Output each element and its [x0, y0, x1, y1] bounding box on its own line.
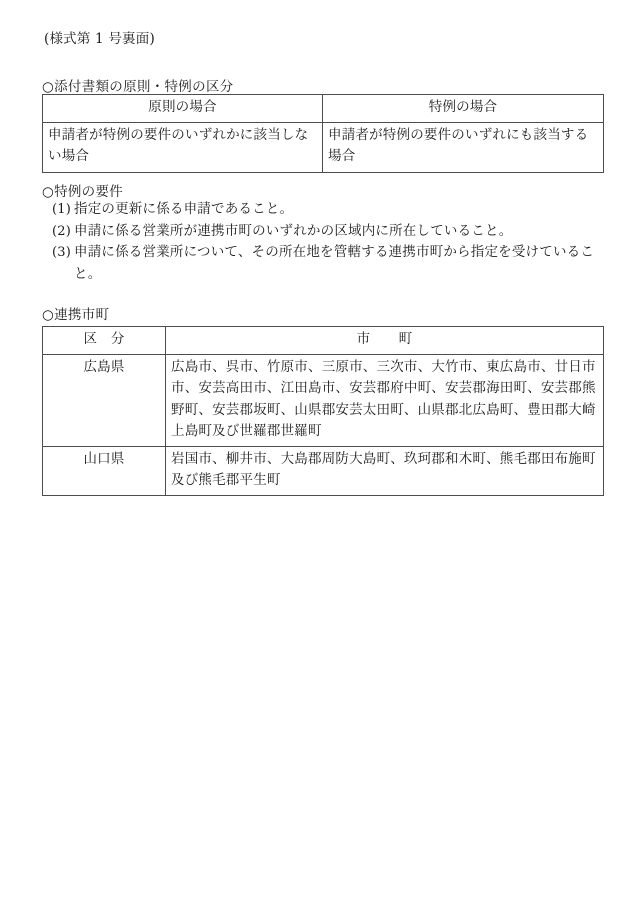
column-header-city-label: 市 — [356, 331, 371, 347]
table-row — [43, 122, 604, 172]
cell-municipalities-list: 広島市、呉市、竹原市、三原市、三次市、大竹市、東広島市、廿日市市、安芸高田市、江田島市、安芸郡府中町、安芸郡海田町、安芸郡熊野町、安芸郡坂町、山県郡安芸太田町、山県郡北広島町、豊田郡大崎上島町及び世羅郡世羅町 — [166, 354, 604, 446]
column-header-region: 区 分 — [43, 327, 166, 355]
list-item-text: 指定の更新に係る申請であること。 — [74, 201, 294, 217]
list-item — [52, 199, 608, 221]
list-item — [52, 221, 608, 243]
cooperating-municipalities-table — [42, 326, 604, 496]
column-header-principle: 原則の場合 — [43, 95, 323, 123]
table-header-row — [43, 327, 604, 355]
list-item-text: 申請に係る営業所が連携市町のいずれかの区域内に所在していること。 — [74, 222, 513, 239]
cell-exception-condition: 申請者が特例の要件のいずれにも該当する場合 — [323, 122, 604, 172]
list-item-marker: (1) — [52, 202, 72, 217]
section-heading-cooperating-municipalities: ○連携市町 — [42, 307, 110, 323]
section-heading-attachment-classification: ○添付書類の原則・特例の区分 — [42, 79, 234, 95]
list-item-text: 申請に係る営業所について、その所在地を管轄する連携市町から指定を受けていること。 — [74, 244, 595, 282]
cell-principle-condition: 申請者が特例の要件のいずれかに該当しない場合 — [43, 122, 323, 172]
special-requirements-list — [52, 199, 608, 285]
section-heading-special-requirements: ○特例の要件 — [42, 184, 124, 200]
form-identifier: (様式第 1 号裏面) — [44, 31, 155, 47]
cell-municipalities-list: 岩国市、柳井市、大島郡周防大島町、玖珂郡和木町、熊毛郡田布施町及び熊毛郡平生町 — [166, 446, 604, 495]
cell-region-name: 山口県 — [43, 446, 166, 495]
list-item-marker: (2) — [52, 223, 72, 239]
column-header-town-label: 町 — [398, 331, 413, 347]
table-row — [43, 354, 604, 446]
table-row — [43, 446, 604, 495]
attachment-classification-table — [42, 94, 604, 173]
list-item-marker: (3) — [52, 245, 72, 260]
cell-region-name: 広島県 — [43, 354, 166, 446]
list-item — [52, 242, 608, 285]
column-header-exception: 特例の場合 — [323, 95, 604, 123]
column-header-municipalities — [166, 327, 604, 355]
table-header-row — [43, 95, 604, 123]
